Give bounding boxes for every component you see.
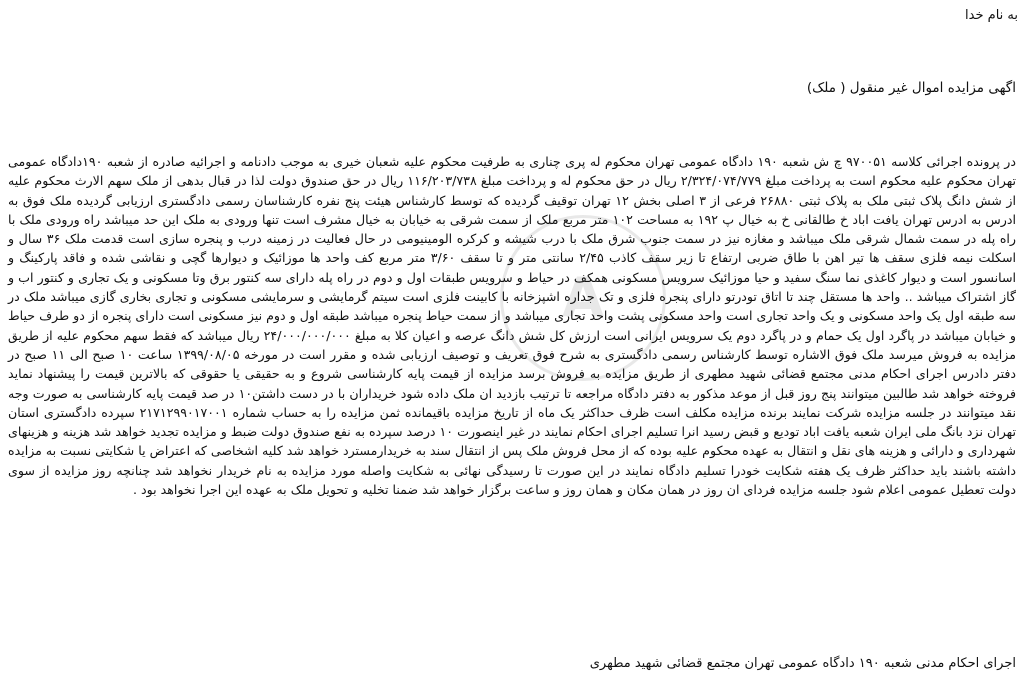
notice-heading: اگهی مزایده اموال غیر منقول ( ملک) [806, 80, 1016, 96]
opening-phrase: به نام خدا [965, 8, 1018, 23]
notice-body: در پرونده اجرائی کلاسه ۹۷۰۰۵۱ چ ش شعبه ۱۹۰ دادگاه عمومی تهران محکوم له پری چناری به طرفیت محکوم علیه شعبان خیری به موجب دادنامه و اجرائیه صادره از شعبه ۱۹۰دادگاه عمومی تهران محکوم علیه محکوم است به پرداخت مبلغ ۲/۳۲۴/۰۷۴/۷۷۹ ریال در حق محکوم له و پرداخت مبلغ ۱۱۶/۲۰۳/۷۳۸ ریال در حق صندوق دولت لذا در قبال بدهی از ملک سهم الارث محکوم علیه از شش دانگ پلاک ثبتی ملک به پلاک ثبتی ۲۶۸۸۰ فرعی از ۳ اصلی بخش ۱۲ تهران توقیف گردیده که توسط کارشناس هیئت پنج نفره کارشناسان رسمی دادگستری ارزیابی گردیده ملک فوق به ادرس به ادرس تهران یافت اباد خ طالقانی خ به خیال پ ۱۹۲ به مساحت ۱۰۲ متر مربع ملک از سمت شرقی به خیابان به خیال مشرف است تنها ورودی به ملک این حد میباشد راه ورودی ملک با راه پله در سمت شمال شرقی ملک میباشد و مغازه نیز در سمت جنوب شرق ملک با درب شیشه و کرکره الومینیومی در حال فعالیت در زمینه درب و پنجره سازی است قدمت ملک ۳۶ سال و اسکلت نیمه فلزی سقف ها تیر اهن با طاق ضربی ارتفاع تا زیر سقف کاذب ۲/۴۵ سانتی متر و تا سقف ۳/۶۰ متر مربع کف واحد ها موزائیک و دیوارها گچی و نقاشی شده و فاقد پارکینگ و اسانسور است و دیوار کاغذی نما سنگ سفید و حیا موزائیک سرویس مسکونی همکف در حیاط و سرویس طبقات اول و دوم در راه پله دارای سه کنتور برق وتا مسکونی و یک تجاری و کنتور اب و گاز اشتراک میباشد .. واحد ها مستقل چند تا اتاق تودرتو دارای پنجره فلزی و تک جداره اشپزخانه با کابینت فلزی است سیتم گرمایشی و سرمایشی مسکونی و تجاری بخاری گازی میباشد ملک در سه طبقه اول یک واحد مسکونی و یک واحد تجاری است واحد مسکونی پشت واحد تجاری میباشد و از سمت حیاط پنجره میباشد طبقه اول و دوم نیز مسکونی است دارای پنجره از دو طرف حیاط و خیابان میباشد در پاگرد اول یک حمام و در پاگرد دوم یک سرویس ایرانی است ارزش کل شش دانگ عرصه و اعیان کلا به مبلغ ۲۴/۰۰۰/۰۰۰/۰۰۰ ریال میباشد که فقط سهم محکوم علیه از طریق مزایده به فروش میرسد ملک فوق الاشاره توسط کارشناس رسمی دادگستری به شرح فوق تعریف و توصیف ارزیابی شده و مقرر است در مورخه ۱۳۹۹/۰۸/۰۵ ساعت ۱۰ صبح الی ۱۱ صبح در دفتر دادرس اجرای احکام مدنی مجتمع قضائی شهید مطهری از طریق مزایده به فروش برسد مزایده از قیمت پایه کارشناسی شروع و به حقیقی یا حقوقی که بالاترین قیمت را پیشنهاد نماید فروخته خواهد شد طالبین میتوانند پنج روز قبل از موعد مذکور به دفتر دادگاه مراجعه تا ترتیب بازدید ان ملک داده شود خریداران با در دست داشتن۱۰ در صد قیمت پایه کارشناسی به صورت وجه نقد میتوانند در جلسه مزایده شرکت نمایند برنده مزایده مکلف است ظرف حداکثر یک ماه از تاریخ مزایده باقیمانده ثمن مزایده را به حساب شماره ۲۱۷۱۲۹۹۰۱۷۰۰۱ سپرده دادگستری استان تهران نزد بانگ ملی ایران شعبه یافت اباد تودیع و قبض رسید انرا تسلیم اجرای احکام نمایند در غیر اینصورت ۱۰ درصد سپرده به نفع صندوق دولت ضبط و مزایده تجدید خواهد شد هزینه و هزینهای شهرداری و دارائی و هزینه های نقل و انتقال به عهده محکوم علیه بوده که از محل فروش ملک پس از انتقال سند به خریدارمسترد خواهد شد کلیه اشخاصی که اعتراض یا شکایتی نسبت به مزایده داشته باشند باید حداکثر ظرف یک هفته شکایت خودرا تسلیم دادگاه نمایند در این صورت تا رسیدگی نهائی به شکایت واصله مورد مزایده به نام خریدار نخواهد شد چنانچه روز مزایده از سوی دولت تعطیل عمومی اعلام شود جلسه مزایده فردای ان روز در همان مکان و همان روز و ساعت برگزار خواهد شد ضمنا تخلیه و تحویل ملک به عهده این اجرا نخواهد بود . [8, 154, 1017, 498]
watermark-logo: A [500, 215, 666, 381]
issuer-signature: اجرای احکام مدنی شعبه ۱۹۰ دادگاه عمومی تهران مجتمع قضائی شهید مطهری [589, 656, 1016, 671]
